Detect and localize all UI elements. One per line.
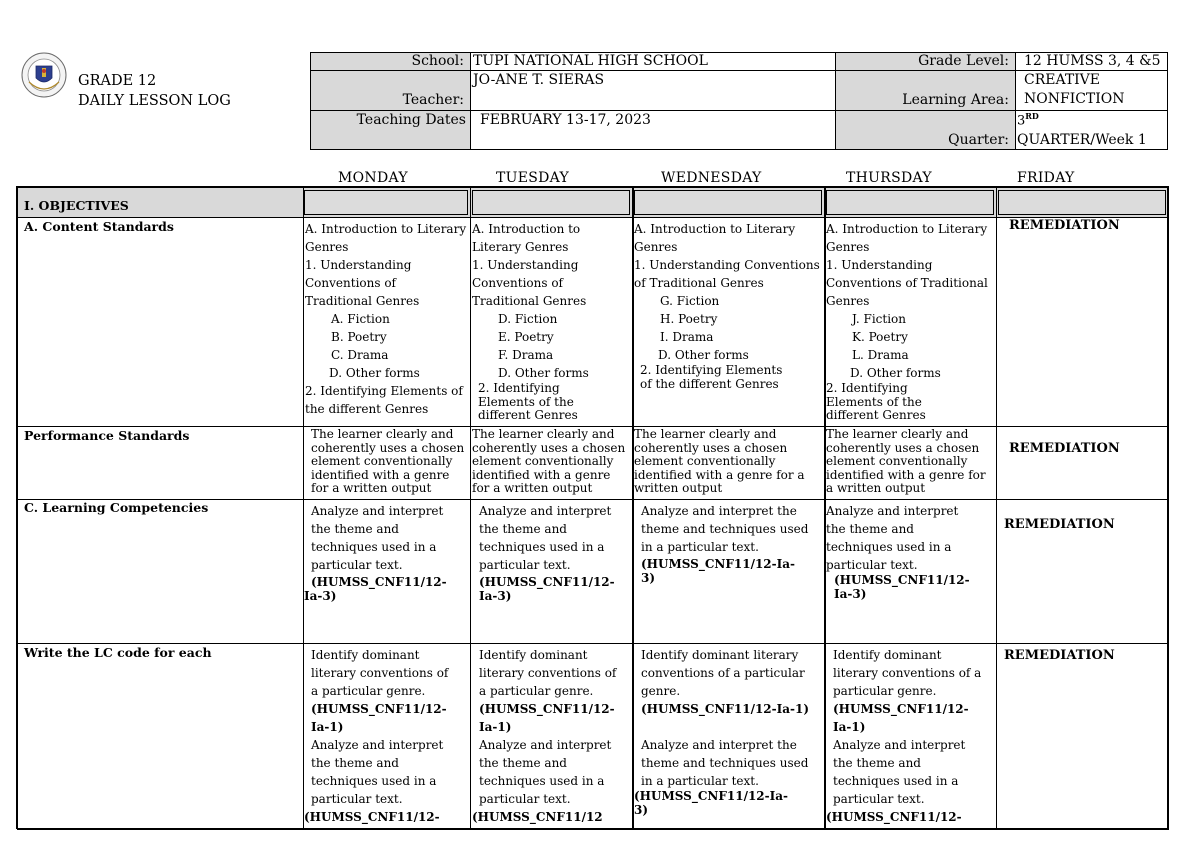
friday-competencies-remediation: REMEDIATION — [1004, 517, 1115, 532]
teaching-dates-value: FEBRUARY 13-17, 2023 — [480, 112, 651, 128]
day-tuesday: TUESDAY — [496, 170, 570, 186]
teacher-value: JO-ANE T. SIERAS — [473, 72, 605, 88]
lc-thursday: Identify dominant literary conventions of a particular genre. (HUMSS_CNF11/12- Ia-1) Analyze and interpret the theme and techniques used in a particular text. (HUMSS_CNF11/12- — [826, 648, 982, 824]
lc-tuesday: Identify dominant literary conventions of a particular genre. (HUMSS_CNF11/12- Ia-1) Analyze and interpret the theme and techniques used in a particular text. (HUMSS_CNF11/12 — [472, 648, 617, 824]
grade-level-label: Grade Level: — [918, 53, 1009, 69]
row-label-objectives: I. OBJECTIVES — [24, 198, 129, 213]
learning-area-label: Learning Area: — [902, 92, 1009, 108]
learning-area-line1: CREATIVE — [1024, 72, 1101, 88]
friday-performance-remediation: REMEDIATION — [1009, 441, 1120, 456]
content-monday: A. Introduction to Literary Genres 1. Understanding Conventions of Traditional Genres A. Fiction B. Poetry C. Drama D. Other forms 2. Identifying Elements of the different Genres — [305, 222, 467, 416]
content-thursday: A. Introduction to Literary Genres 1. Understanding Conventions of Traditional Genres J. Fiction K. Poetry L. Drama D. Other forms 2. Identifying Elements of the different Genres — [826, 222, 988, 422]
grade-level-value: 12 HUMSS 3, 4 &5 — [1024, 53, 1161, 69]
day-friday: FRIDAY — [1017, 170, 1075, 186]
content-tuesday: A. Introduction to Literary Genres 1. Understanding Conventions of Traditional Genres D. Fiction E. Poetry F. Drama D. Other forms 2. Identifying Elements of the different Genres — [472, 222, 589, 422]
day-wednesday: WEDNESDAY — [661, 170, 762, 186]
friday-lc-remediation: REMEDIATION — [1004, 648, 1115, 663]
friday-content-remediation: REMEDIATION — [1009, 218, 1120, 233]
lc-monday: Identify dominant literary conventions of a particular genre. (HUMSS_CNF11/12- Ia-1) Analyze and interpret the theme and techniques used in a particular text. (HUMSS_CNF11/12- — [304, 648, 449, 824]
school-value: TUPI NATIONAL HIGH SCHOOL — [473, 53, 708, 69]
row-label-performance-standards: Performance Standards — [24, 428, 190, 443]
deped-seal-logo — [21, 52, 67, 98]
learning-area-line2: NONFICTION — [1024, 91, 1125, 107]
competencies-wednesday: Analyze and interpret the theme and techniques used in a particular text. (HUMSS_CNF11/12-Ia- 3) — [641, 504, 809, 585]
performance-wednesday: The learner clearly and coherently uses a chosen element conventionally identified with a genre for a written output — [634, 427, 805, 495]
performance-tuesday: The learner clearly and coherently uses a chosen element conventionally identified with a genre for a written output — [472, 427, 626, 495]
row-label-lc-code: Write the LC code for each — [24, 645, 212, 660]
day-monday: MONDAY — [338, 170, 408, 186]
performance-thursday: The learner clearly and coherently uses a chosen element conventionally identified with a genre for a written output — [826, 427, 986, 495]
competencies-monday: Analyze and interpret the theme and techniques used in a particular text. (HUMSS_CNF11/12- Ia-3) — [304, 504, 447, 603]
content-wednesday: A. Introduction to Literary Genres 1. Understanding Conventions of Traditional Genres G. Fiction H. Poetry I. Drama D. Other forms 2. Identifying Elements of the different Genres — [634, 222, 820, 391]
competencies-thursday: Analyze and interpret the theme and techniques used in a particular text. (HUMSS_CNF11/12- Ia-3) — [826, 504, 970, 601]
school-label: School: — [411, 53, 464, 69]
competencies-tuesday: Analyze and interpret the theme and techniques used in a particular text. (HUMSS_CNF11/12- Ia-3) — [479, 504, 615, 603]
quarter-number: 3RD — [1017, 111, 1039, 129]
teaching-dates-label: Teaching Dates — [356, 112, 466, 128]
quarter-label: Quarter: — [948, 132, 1009, 148]
performance-monday: The learner clearly and coherently uses a chosen element conventionally identified with a genre for a written output — [311, 427, 465, 495]
title-daily-lesson-log: DAILY LESSON LOG — [78, 93, 231, 109]
title-grade: GRADE 12 — [78, 73, 157, 89]
teacher-label: Teacher: — [402, 92, 464, 108]
row-label-learning-competencies: C. Learning Competencies — [24, 500, 209, 515]
quarter-value: QUARTER/Week 1 — [1017, 132, 1147, 148]
row-label-content-standards: A. Content Standards — [24, 219, 174, 234]
day-thursday: THURSDAY — [846, 170, 932, 186]
lc-wednesday: Identify dominant literary conventions of a particular genre. (HUMSS_CNF11/12-Ia-1) Analyze and interpret the theme and techniques used in a particular text. (HUMSS_CNF11/12-Ia- 3) — [634, 648, 810, 817]
